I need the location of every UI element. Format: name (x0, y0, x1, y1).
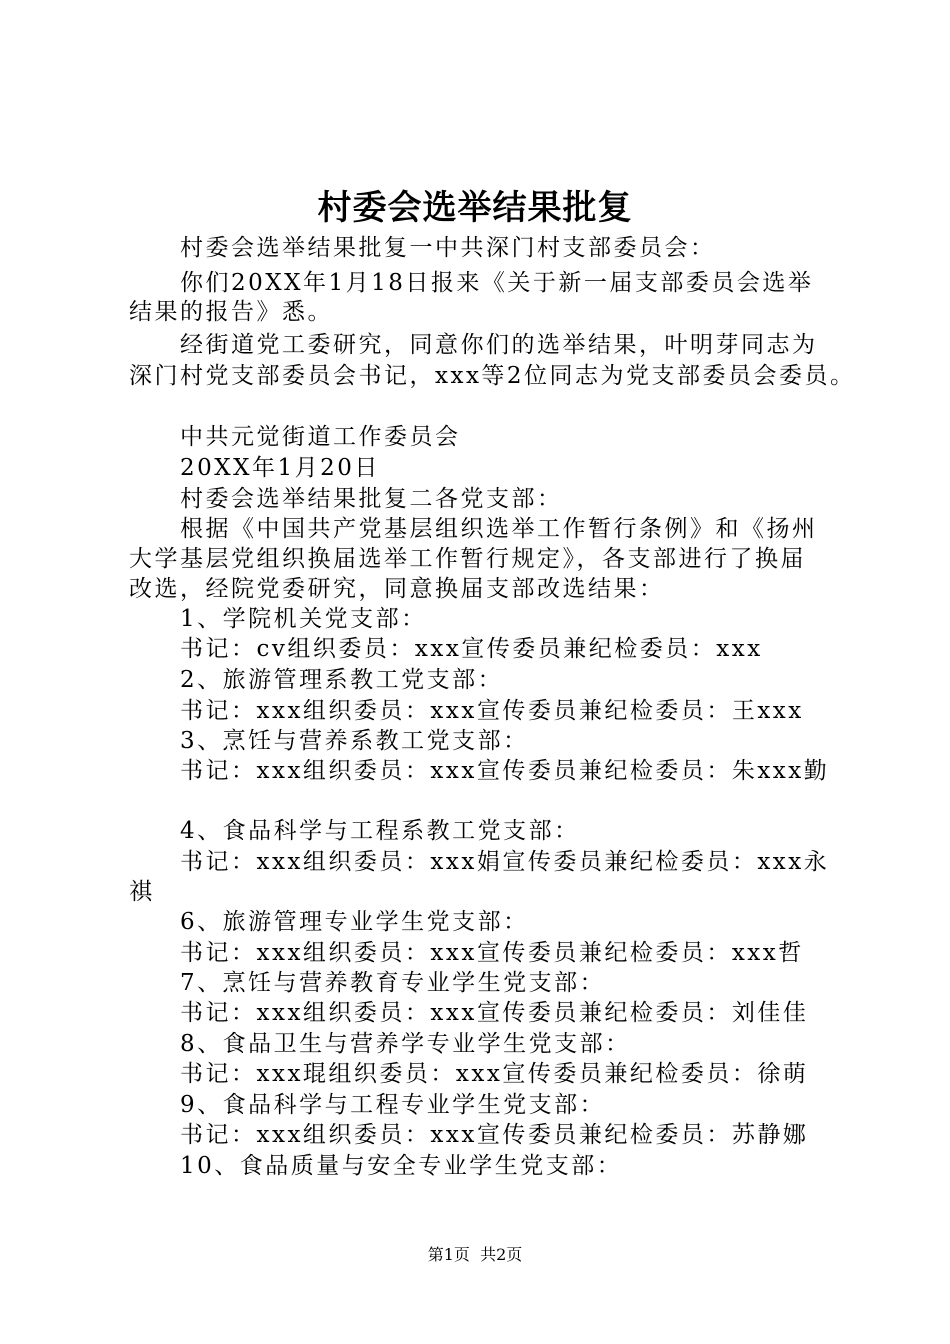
page-footer: 第1页 共2页 (427, 1245, 523, 1264)
body-line: 书记：xxx组织委员：xxx娟宣传委员兼纪检委员：xxx永 (180, 849, 830, 875)
body-line: 10、食品质量与安全专业学生党支部： (180, 1153, 623, 1179)
body-line: 20XX年1月20日 (180, 455, 380, 481)
body-line: 经街道党工委研究，同意你们的选举结果，叶明芽同志为 (180, 332, 818, 358)
body-line: 4、食品科学与工程系教工党支部： (180, 818, 580, 844)
body-line: 8、食品卫生与营养学专业学生党支部： (180, 1031, 631, 1057)
body-line: 书记：cv组织委员：xxx宣传委员兼纪检委员：xxx (180, 636, 763, 662)
body-line: 祺 (129, 879, 155, 905)
body-line: 书记：xxx组织委员：xxx宣传委员兼纪检委员：xxx哲 (180, 940, 804, 966)
body-line: 书记：xxx组织委员：xxx宣传委员兼纪检委员：苏静娜 (180, 1122, 809, 1148)
body-line: 1、学院机关党支部： (180, 606, 427, 632)
body-line: 6、旅游管理专业学生党支部： (180, 909, 529, 935)
body-line: 村委会选举结果批复二各党支部： (180, 486, 563, 512)
document-title: 村委会选举结果批复 (317, 188, 633, 228)
body-line: 中共元觉街道工作委员会 (180, 424, 461, 450)
body-line: 书记：xxx组织委员：xxx宣传委员兼纪检委员：朱xxx勤 (180, 758, 830, 784)
body-line: 改选，经院党委研究，同意换届支部改选结果： (129, 576, 665, 602)
body-line: 根据《中国共产党基层组织选举工作暂行条例》和《扬州 (180, 516, 818, 542)
body-line: 你们20XX年1月18日报来《关于新一届支部委员会选举 (180, 270, 814, 296)
body-line: 书记：xxx组织委员：xxx宣传委员兼纪检委员：王xxx (180, 698, 804, 724)
body-line: 结果的报告》悉。 (129, 299, 333, 325)
body-line: 9、食品科学与工程专业学生党支部： (180, 1092, 606, 1118)
body-line: 书记：xxx组织委员：xxx宣传委员兼纪检委员：刘佳佳 (180, 1000, 809, 1026)
body-line: 书记：xxx琨组织委员：xxx宣传委员兼纪检委员：徐萌 (180, 1061, 809, 1087)
body-line: 深门村党支部委员会书记，xxx等2位同志为党支部委员会委员。 (129, 363, 856, 389)
body-line: 村委会选举结果批复一中共深门村支部委员会： (180, 235, 716, 261)
body-line: 大学基层党组织换届选举工作暂行规定》，各支部进行了换届 (129, 546, 806, 572)
body-line: 2、旅游管理系教工党支部： (180, 667, 504, 693)
body-line: 7、烹饪与营养教育专业学生党支部： (180, 970, 606, 996)
body-line: 3、烹饪与营养系教工党支部： (180, 728, 529, 754)
